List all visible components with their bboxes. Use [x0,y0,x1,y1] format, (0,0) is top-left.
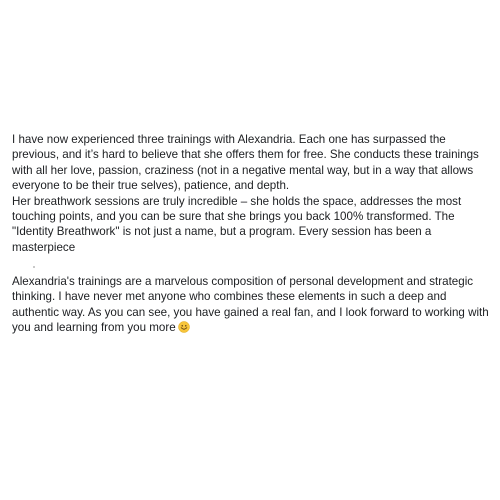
testimonial-block-first [12,132,490,255]
testimonial-paragraph: Alexandria's trainings are a marvelous composition of personal development and strategic thinking. I have never met anyone who combines these elements in such a deep and authentic way. As you can see, you have gained a real fan, and I look forward to working with you and learning from you more [12,275,489,335]
smiling-face-icon [178,321,190,333]
testimonial-block-second [12,274,490,336]
testimonial-paragraph-with-emoji [12,274,490,336]
testimonial-paragraph: Her breathwork sessions are truly incredible – she holds the space, addresses the most touching points, and you can be sure that she brings you back 100% transformed. The "Identity Breathwork" is not just a name, but a program. Every session has been a masterpiece [12,194,462,254]
stray-dot [33,266,35,268]
testimonial-paragraph: I have now experienced three trainings with Alexandria. Each one has surpassed the previous, and it’s hard to believe that she offers them for free. She conducts these trainings with all her love, passion, craziness (not in a negative mental way, but in a way that allows everyone to be their true selves), patience, and depth. [12,133,479,193]
